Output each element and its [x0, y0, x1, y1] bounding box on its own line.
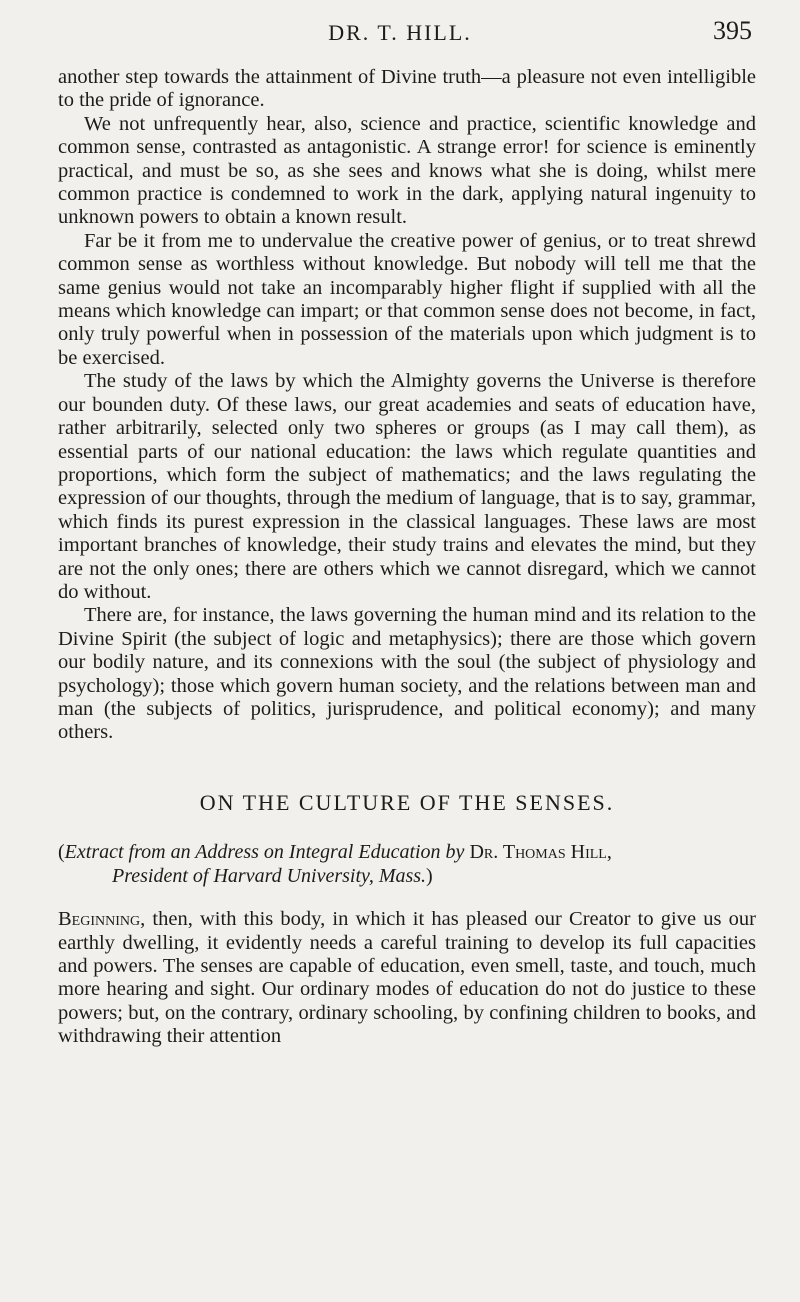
paragraph-continuation: another step towards the attainment of Divine truth—a pleasure not even intelligible to the pride of ignorance. [58, 66, 756, 112]
section-title: ON THE CULTURE OF THE SENSES. [199, 789, 615, 815]
paragraph: The study of the laws by which the Almighty governs the Universe is therefore our bounden duty. Of these laws, our great academies and seats of education have, rather arbitrarily, selected only two spheres or groups (as I may call them), as essential parts of our national education: the laws which regulate quantities and proportions, which form the subject of mathematics; and the laws regulating the expression of our thoughts, through the medium of language, that is to say, grammar, which finds its purest expression in the classical languages. These laws are most important branches of knowledge, their study trains and elevates the mind, but they are not the only ones; there are others which we cannot disregard, which we cannot do without. [58, 370, 756, 603]
page-body [58, 66, 756, 1049]
extract-line-1 [58, 840, 756, 864]
paragraph: There are, for instance, the laws governing the human mind and its relation to the Divine Spirit (the subject of logic and metaphysics); there are those which govern our bodily nature, and its connexions with the soul (the subject of physiology and psychology); those which govern human society, and the relations between man and man (the subjects of politics, jurisprudence, and political economy); and many others. [58, 604, 756, 744]
extract-close-paren: ) [426, 865, 433, 888]
running-head-author: DR. T. HILL. [328, 20, 472, 45]
paragraph: Far be it from me to undervalue the creative power of genius, or to treat shrewd common sense as worthless without knowledge. But nobody will tell me that the same genius would not take an incomparably higher flight if supplied with all the means which knowledge can impart; or that common sense does not become, in fact, only truly powerful when in possession of the materials upon which judgment is to be exercised. [58, 229, 756, 369]
opening-text: then, with this body, in which it has pleased our Creator to give us our earthly dwelling, it evidently needs a careful training to develop its full capacities and powers. The senses are capable of education, even smell, taste, and touch, much more hearing and sight. Our ordinary modes of education do not do justice to these powers; but, on the contrary, ordinary schooling, by confining children to books, and withdrawing their attention [58, 908, 756, 1048]
extract-line-2 [58, 864, 756, 888]
extract-author: Dr. Thomas Hill, [469, 841, 612, 864]
running-head [40, 16, 760, 52]
extract-intro: Extract from an Address on Integral Education by [64, 841, 465, 864]
extract-open-paren: ( [58, 841, 65, 864]
section-opening-paragraph [58, 908, 756, 1048]
extract-affiliation: President of Harvard University, Mass. [112, 865, 427, 888]
extract-attribution [58, 840, 756, 888]
paragraph: We not unfrequently hear, also, science and practice, scientific knowledge and common sense, contrasted as antagonistic. A strange error! for science is eminently practical, and must be so, as she sees and knows what she is doing, whilst mere common practice is condemned to work in the dark, applying natural ingenuity to unknown powers to obtain a known result. [58, 112, 756, 229]
lead-word: Beginning, [58, 908, 146, 931]
page-number: 395 [713, 16, 752, 45]
